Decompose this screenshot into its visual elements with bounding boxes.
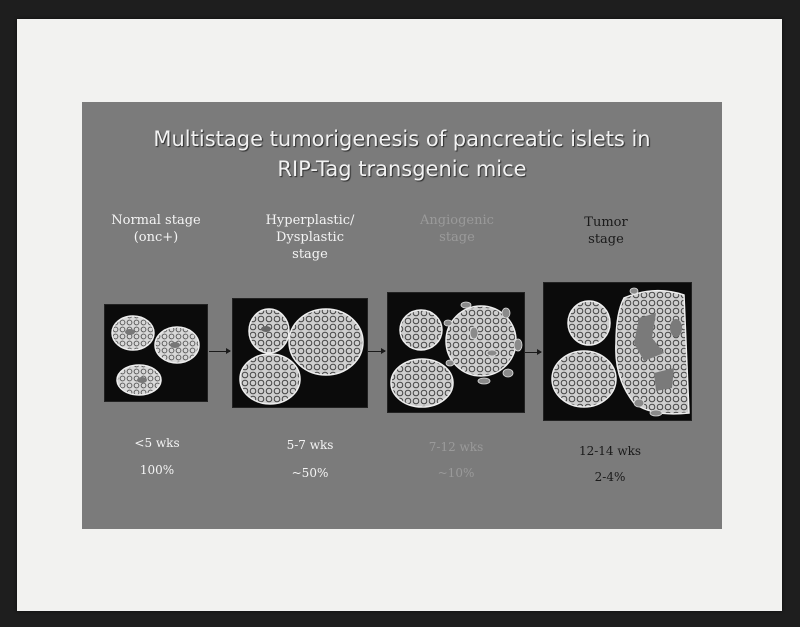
stage-label-line: stage	[439, 230, 475, 245]
stage-percent-tumor: 2-4%	[594, 470, 626, 484]
stage-time-normal: <5 wks	[134, 436, 180, 450]
stage-label-normal	[91, 212, 221, 246]
normal-islet-illustration	[105, 305, 207, 401]
stage-label-line: Tumor	[584, 215, 628, 230]
angiogenic-islet-illustration	[388, 293, 524, 412]
stage-label-line: stage	[292, 247, 328, 262]
stage-percent-angiogenic: ~10%	[437, 466, 475, 480]
stage-percent-normal: 100%	[139, 463, 175, 477]
stage-label-line: (onc+)	[133, 230, 179, 245]
angiogenic-islet-image	[387, 292, 525, 413]
stage-label-line: Normal stage	[111, 213, 201, 228]
stage-label-line: stage	[588, 232, 624, 247]
tumor-illustration	[544, 283, 691, 420]
stage-time-tumor: 12-14 wks	[578, 444, 642, 458]
stage-label-line: Angiogenic	[420, 213, 494, 228]
tumor-image	[543, 282, 692, 421]
stage-label-hyperplastic	[245, 212, 375, 263]
slide-title-line-1: Multistage tumorigenesis of pancreatic islets in	[153, 127, 651, 151]
stage-percent-hyperplastic: ~50%	[291, 466, 329, 480]
normal-islet-image	[104, 304, 208, 402]
arrow-2	[368, 351, 385, 352]
stage-label-tumor	[541, 214, 671, 248]
stage-time-hyperplastic: 5-7 wks	[286, 438, 334, 452]
stage-label-angiogenic	[392, 212, 522, 246]
arrow-3	[525, 352, 541, 353]
hyperplastic-islet-image	[232, 298, 368, 408]
stage-label-line: Dysplastic	[275, 230, 344, 245]
slide	[82, 102, 722, 529]
stage-label-line: Hyperplastic/	[265, 213, 355, 228]
slide-title-line-2: RIP-Tag transgenic mice	[277, 157, 527, 181]
slide-title	[82, 124, 722, 184]
arrow-1	[209, 351, 230, 352]
stage-time-angiogenic: 7-12 wks	[428, 440, 484, 454]
hyperplastic-islet-illustration	[233, 299, 367, 407]
